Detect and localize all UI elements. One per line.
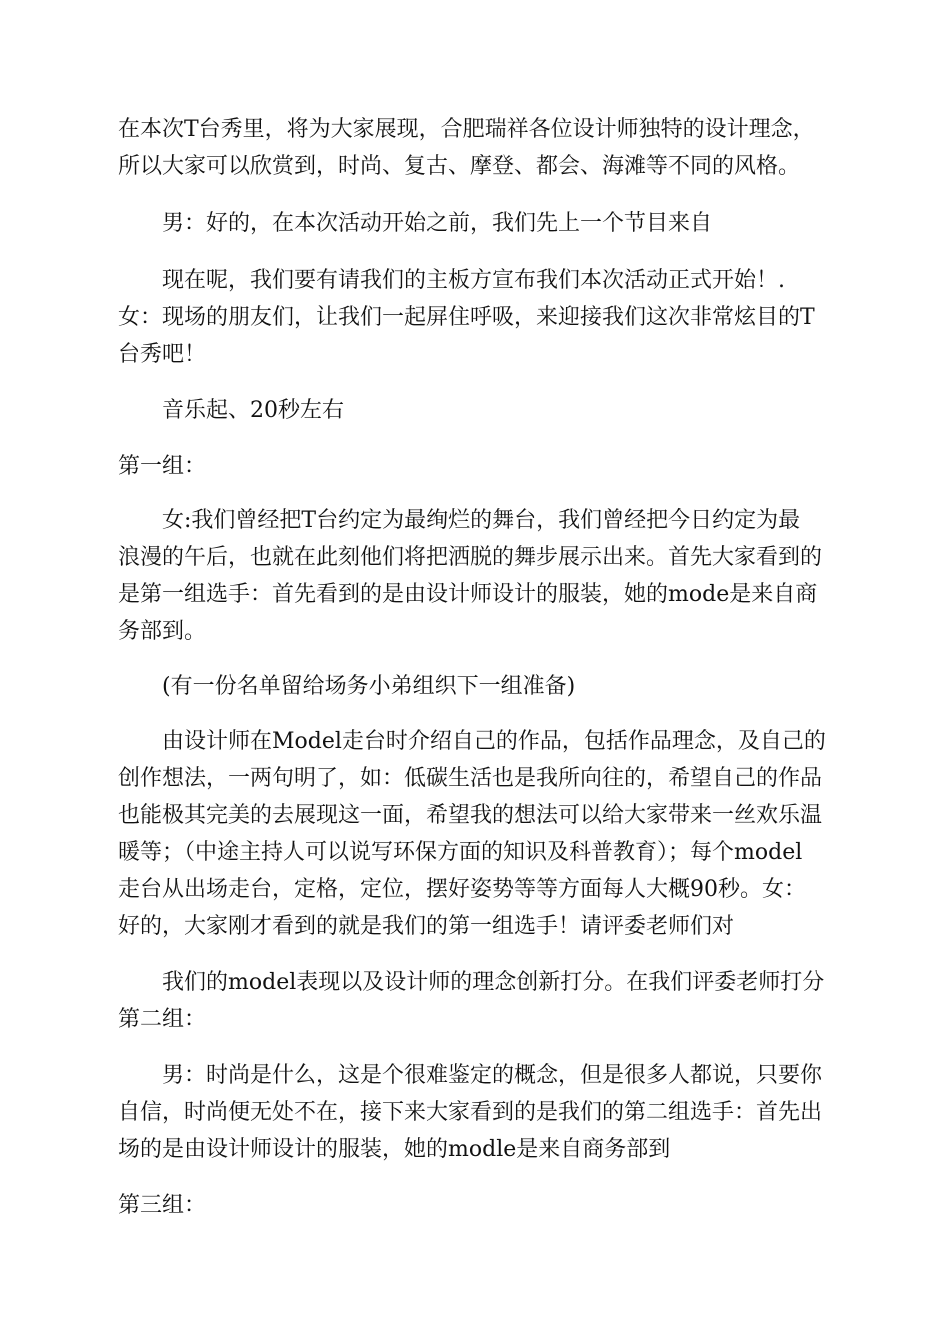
text-line: 也能极其完美的去展现这一面，希望我的想法可以给大家带来一丝欢乐温	[118, 803, 823, 828]
text-line: 音乐起、20秒左右	[162, 398, 344, 423]
text-line: 男：好的，在本次活动开始之前，我们先上一个节目来自	[162, 211, 713, 236]
text-line: 女:我们曾经把T台约定为最绚烂的舞台，我们曾经把今日约定为最	[162, 508, 801, 533]
text-line: 所以大家可以欣赏到，时尚、复古、摩登、都会、海滩等不同的风格。	[118, 154, 801, 179]
text-line: 男：时尚是什么，这是个很难鉴定的概念，但是很多人都说，只要你	[162, 1063, 823, 1088]
text-line: 走台从出场走台，定格，定位，摆好姿势等等方面每人大概90秒。女：	[118, 877, 806, 902]
text-line: (有一份名单留给场务小弟组织下一组准备)	[162, 674, 576, 699]
text-line: 场的是由设计师设计的服装，她的modle是来自商务部到	[118, 1137, 671, 1162]
text-line: 暖等；（中途主持人可以说写环保方面的知识及科普教育）；每个model	[118, 840, 803, 865]
text-line: 由设计师在Model走台时介绍自己的作品，包括作品理念，及自己的	[162, 729, 826, 754]
text-line: 我们的model表现以及设计师的理念创新打分。在我们评委老师打分	[162, 970, 825, 995]
text-line: 自信，时尚便无处不在，接下来大家看到的是我们的第二组选手：首先出	[118, 1100, 823, 1125]
text-line: 台秀吧！	[118, 342, 207, 367]
text-line: 在本次T台秀里，将为大家展现，合肥瑞祥各位设计师独特的设计理念，	[118, 117, 815, 142]
text-line: 好的，大家刚才看到的就是我们的第一组选手！请评委老师们对	[118, 914, 735, 939]
text-line: 创作想法，一两句明了，如：低碳生活也是我所向往的，希望自己的作品	[118, 766, 823, 791]
section-heading: 第三组：	[118, 1193, 207, 1218]
text-line: 务部到。	[118, 619, 207, 644]
text-line: 浪漫的午后，也就在此刻他们将把洒脱的舞步展示出来。首先大家看到的	[118, 545, 823, 570]
section-heading: 第二组：	[118, 1007, 207, 1032]
text-line: 女：现场的朋友们，让我们一起屏住呼吸，来迎接我们这次非常炫目的T	[118, 305, 815, 330]
text-line: 是第一组选手：首先看到的是由设计师设计的服装，她的mode是来自商	[118, 582, 818, 607]
text-line: 现在呢，我们要有请我们的主板方宣布我们本次活动正式开始！.	[162, 268, 785, 293]
section-heading: 第一组：	[118, 454, 207, 479]
